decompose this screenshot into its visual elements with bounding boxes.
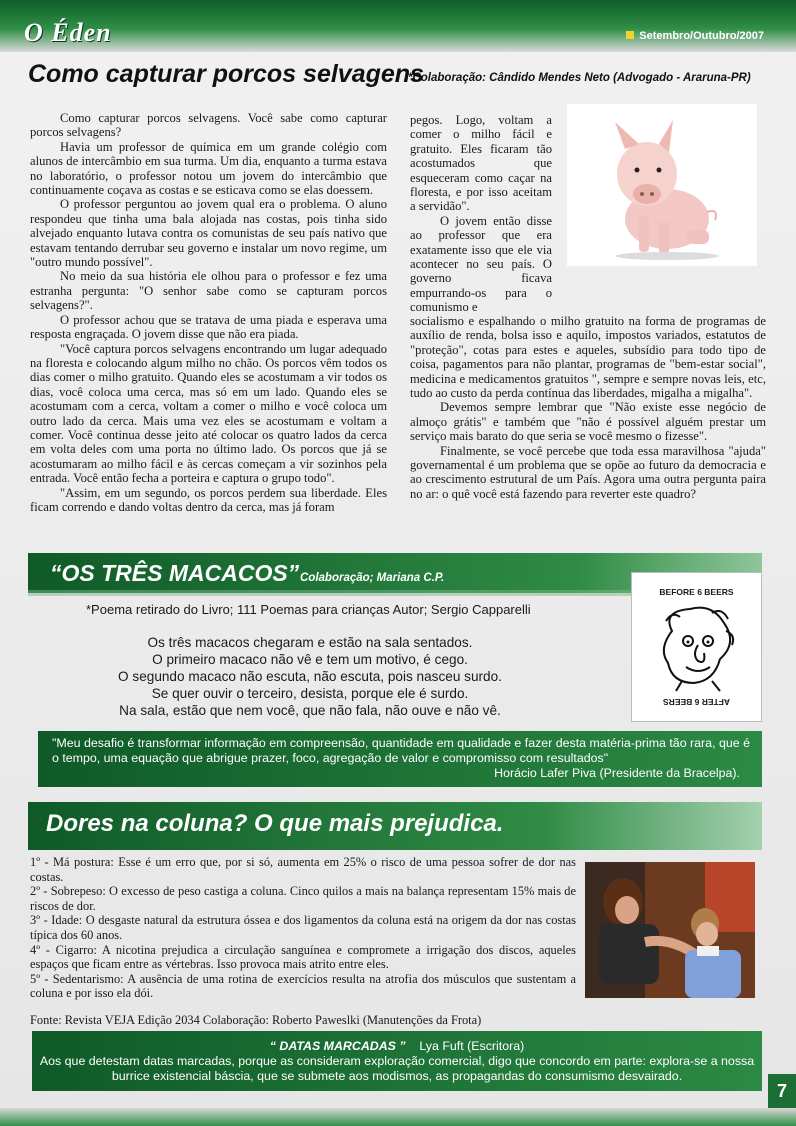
monkeys-byline: Colaboração; Mariana C.P. (300, 572, 445, 584)
quote-box (38, 731, 762, 787)
poem-line: Os três macacos chegaram e estão na sala sentados. (147, 635, 473, 650)
spine-source: Fonte: Revista VEJA Edição 2034 Colaboração: Roberto Paweslki (Manutenções da Frota) (30, 1013, 482, 1027)
article-paragraph: "Assim, em um segundo, os porcos perdem sua liberdade. Eles ficam correndo e dando voltas dentro da cerca, mas já foram (30, 485, 387, 514)
monkeys-title: “OS TRÊS MACACOS” (50, 560, 300, 586)
article-left-column (30, 111, 387, 514)
article-title: Como capturar porcos selvagens (28, 60, 424, 88)
article-right-column-wide (410, 314, 766, 501)
poem-line: O segundo macaco não escuta, não escuta, pois nasceu surdo. (118, 669, 502, 684)
dates-box (32, 1031, 762, 1091)
beers-caption-bottom: AFTER 6 BEERS (662, 697, 731, 707)
beers-caption-top: BEFORE 6 BEERS (659, 587, 734, 597)
dates-header (32, 1039, 762, 1054)
article-paragraph: socialismo e espalhando o milho gratuito na forma de programas de auxílio de renda, bolsa isso e aquilo, impostos variados, estatutos de "proteção", cotas para estes e aqueles, subsídio para todo tipo de coisa, pagamentos para não plantar, programas de "bem-estar social", medicina e medicamentos gratuitos ", sempre e sempre novas leis, etc, tudo ao custo da perda contínua das liberdades, migalha a migalha". (410, 314, 766, 401)
poem-line: O primeiro macaco não vê e tem um motivo, é cego. (152, 652, 468, 667)
list-item: 2º - Sobrepeso: O excesso de peso castiga a coluna. Cinco quilos a mais na balança representam 15% mais de riscos de dor. (30, 884, 576, 913)
list-item: 5º - Sedentarismo: A ausência de uma rotina de exercícios resulta na atrofia dos músculos que sustentam a coluna e por isso ela dói. (30, 971, 576, 1001)
article-right-column-narrow (410, 113, 552, 315)
pig-illustration (567, 104, 757, 266)
pig-photo (567, 104, 757, 266)
poem-line: Na sala, estão que nem você, que não fala, não ouve e não vê. (119, 703, 501, 718)
article-byline: *Colaboração: Cândido Mendes Neto (Advogado - Araruna-PR) (408, 72, 751, 84)
people-illustration (585, 862, 755, 998)
spine-list (30, 855, 576, 1001)
article-paragraph: O jovem então disse ao professor que era exatamente isso que ele via acontecer no seu país. O governo ficava empurrando-os para o comunismo e (410, 213, 552, 315)
dates-title: “ DATAS MARCADAS ” (269, 1039, 406, 1053)
article-paragraph: O professor perguntou ao jovem qual era o problema. O aluno respondeu que tinha uma bala alojada nas costas, pois tinha sido alvejado enquanto lutava contra os comunistas de seu país nativo que estavam tentando derrubar seu governo e instalar um novo regime, um "outro mundo possível". (30, 197, 387, 270)
issue-date (626, 30, 764, 42)
article-paragraph: No meio da sua história ele olhou para o professor e fez uma estranha pergunta: "O senhor sabe como se capturam porcos selvagens?". (30, 269, 387, 313)
spine-title: Dores na coluna? O que mais prejudica. (46, 810, 504, 837)
article-paragraph: pegos. Logo, voltam a comer o milho fácil e gratuito. Eles ficaram tão acostumados que esqueceram como caçar na floresta, e por isso aceitam a servidão". (410, 113, 552, 214)
footer-band (0, 1108, 796, 1126)
beers-illustration (631, 572, 762, 722)
poem (100, 634, 520, 719)
dates-author: Lya Fuft (Escritora) (419, 1039, 525, 1053)
list-item: 3º - Idade: O desgaste natural da estrutura óssea e dos ligamentos da coluna está na origem da dor nas costas típica dos 60 anos. (30, 913, 576, 942)
article-paragraph: Devemos sempre lembrar que "Não existe esse negócio de almoço grátis" e também que "não é possível alguém prestar um serviço mais barato do que seria se você mesmo o fizesse". (410, 400, 766, 444)
poem-line: Se quer ouvir o terceiro, desista, porque ele é surdo. (151, 686, 469, 701)
logo: O Éden (24, 18, 112, 47)
quote-author: Horácio Lafer Piva (Presidente da Bracelpa). (494, 766, 740, 780)
article-paragraph: Finalmente, se você percebe que toda essa maravilhosa "ajuda" governamental é um problema que se opõe ao futuro da democracia e ao crescimento estrutural de um País. Agora uma outra pergunta paira no ar: o quê você está fazendo para reverter este quadro? (410, 443, 766, 501)
square-icon (626, 31, 634, 39)
quote-text: "Meu desafio é transformar informação em compreensão, quantidade em qualidade e fazer desta matéria-prima tão rara, que é o tempo, uma equação que abrigue prazer, foco, agregação de valor e compromisso com resultados" (52, 736, 750, 765)
page-number: 7 (768, 1074, 796, 1108)
issue-date-text: Setembro/Outubro/2007 (639, 30, 764, 42)
list-item: 1º - Má postura: Esse é um erro que, por si só, aumenta em 25% o risco de uma pessoa sofrer de dor nas costas. (30, 855, 576, 884)
chiropractic-photo (585, 862, 755, 998)
list-item: 4º - Cigarro: A nicotina prejudica a circulação sanguínea e compromete a irrigação dos discos, aqueles espaços que ficam entre as vértebras. Isso provoca mais atrito entre eles. (30, 942, 576, 972)
header-band (0, 0, 796, 52)
poem-source: *Poema retirado do Livro; 111 Poemas para crianças Autor; Sergio Capparelli (86, 602, 531, 617)
dates-text: Aos que detestam datas marcadas, porque as consideram exploração comercial, digo que concordo em parte: explora-se a nossa burrice existencial báscia, que se submete aos modismos, as propagandas do consumismo desvairado. (39, 1054, 755, 1083)
article-paragraph: Havia um professor de química em um grande colégio com alunos de intercâmbio em sua turma. Um dia, enquanto a turma estava no laboratório, o professor notou um jovem do intercâmbio que continuamente coçava as costas e se esticava como se elas doessem. (30, 139, 387, 198)
face-sketch (652, 601, 744, 693)
article-paragraph: O professor achou que se tratava de uma piada e esperava uma resposta engraçada. O jovem disse que não era piada. (30, 312, 387, 342)
article-paragraph: Como capturar porcos selvagens. Você sabe como capturar porcos selvagens? (30, 111, 387, 140)
article-paragraph: "Você captura porcos selvagens encontrando um lugar adequado na floresta e colocando algum milho no chão. Os porcos vêm todos os dias comer o milho gratuito. Quando eles se acostumam a vir todos os dias, você coloca uma cerca, mas só em um lado. Quando eles se acostumam com a cerca, voltam a comer o milho e você coloca um outro lado da cerca. Mais uma vez eles se acostumam e voltam a comer. Você continua desse jeito até colocar os quatro lados da cerca em volta deles com uma porta no último lado. Os porcos que já se acostumaram ao milho fácil e às cercas começam a vir sozinhos pela entrada. Você então fecha a porteira e captura o grupo todo". (30, 341, 387, 486)
